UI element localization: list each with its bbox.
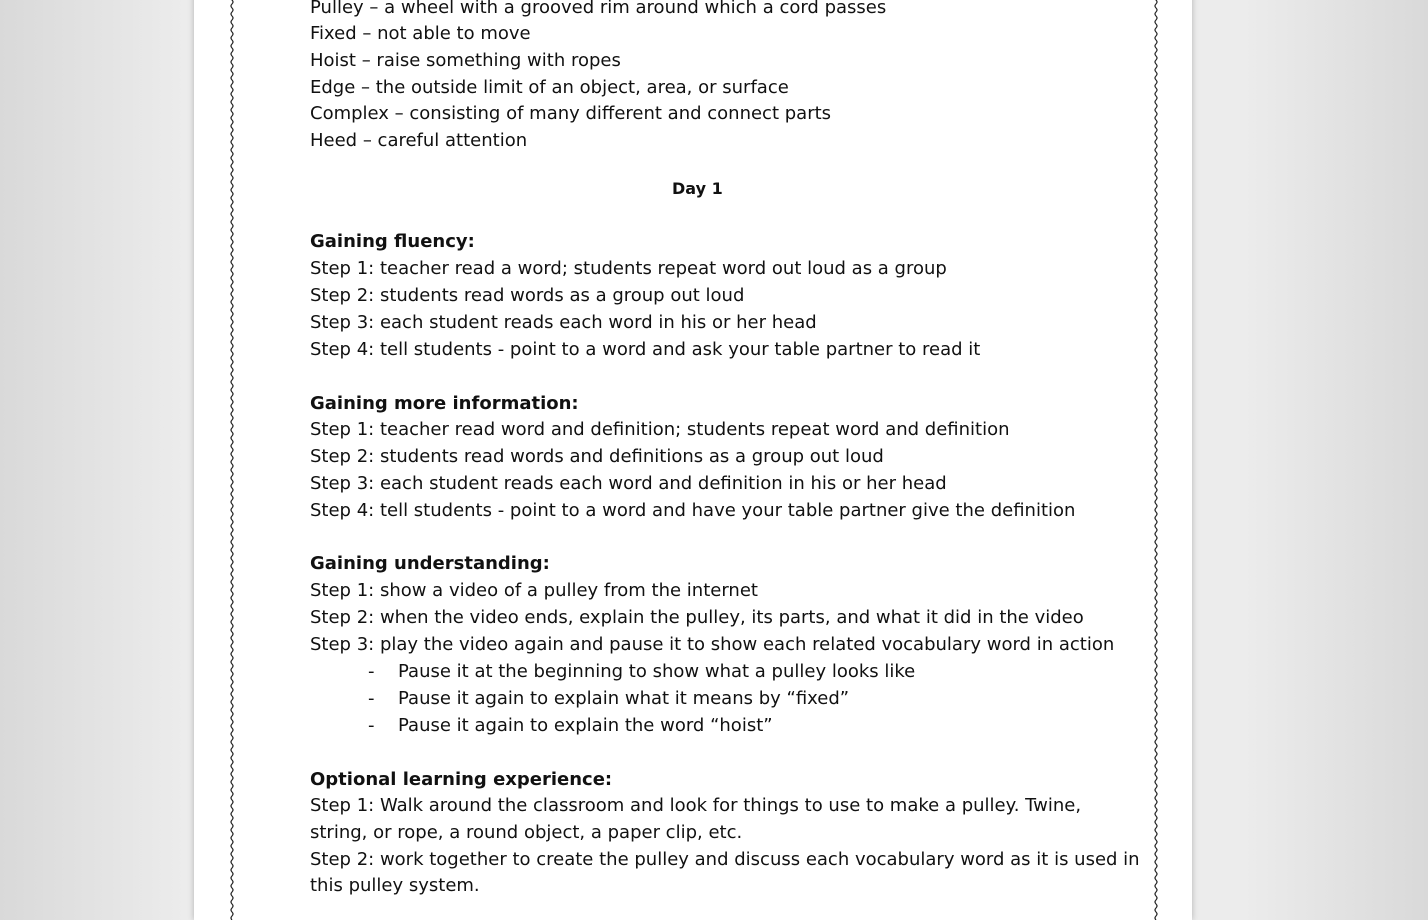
bullet-text: Pause it again to explain the word “hoist” xyxy=(398,715,773,736)
vocab-item: Edge – the outside limit of an object, area, or surface xyxy=(310,77,789,98)
vocab-item: Heed – careful attention xyxy=(310,130,528,151)
step: Step 2: when the video ends, explain the pulley, its parts, and what it did in the video xyxy=(310,607,1084,628)
bullet-marker: - xyxy=(368,661,375,682)
step: Step 2: students read words and definitions as a group out loud xyxy=(310,446,884,467)
step: Step 2: work together to create the pulley and discuss each vocabulary word as it is used in xyxy=(310,849,1140,870)
vocab-item: Pulley – a wheel with a grooved rim around which a cord passes xyxy=(310,0,887,18)
step: Step 3: play the video again and pause it to show each related vocabulary word in action xyxy=(310,634,1115,655)
bullet-item xyxy=(368,688,850,710)
step: Step 1: Walk around the classroom and look for things to use to make a pulley. Twine, xyxy=(310,795,1082,816)
section-heading: Optional learning experience: xyxy=(310,769,613,790)
bullet-item xyxy=(368,661,916,683)
step: Step 3: each student reads each word and definition in his or her head xyxy=(310,473,947,494)
step: Step 4: tell students - point to a word and have your table partner give the definition xyxy=(310,500,1076,521)
day-heading: Day 1 xyxy=(672,179,723,198)
step: Step 1: teacher read word and definition; students repeat word and definition xyxy=(310,419,1010,440)
step: Step 1: show a video of a pulley from the internet xyxy=(310,580,758,601)
bullet-text: Pause it at the beginning to show what a pulley looks like xyxy=(398,661,916,682)
section-heading: Gaining fluency: xyxy=(310,231,475,252)
step: Step 2: students read words as a group out loud xyxy=(310,285,745,306)
step: string, or rope, a round object, a paper clip, etc. xyxy=(310,822,743,843)
section-heading: Gaining more information: xyxy=(310,393,579,414)
vocab-item: Hoist – raise something with ropes xyxy=(310,50,621,71)
bullet-item xyxy=(368,715,773,737)
vocab-item: Complex – consisting of many different and connect parts xyxy=(310,103,832,124)
step: this pulley system. xyxy=(310,875,480,896)
bullet-marker: - xyxy=(368,715,375,736)
step: Step 4: tell students - point to a word and ask your table partner to read it xyxy=(310,339,981,360)
step: Step 3: each student reads each word in his or her head xyxy=(310,312,817,333)
bullet-marker: - xyxy=(368,688,375,709)
step: Step 1: teacher read a word; students repeat word out loud as a group xyxy=(310,258,947,279)
bullet-text: Pause it again to explain what it means by “fixed” xyxy=(398,688,850,709)
section-heading: Gaining understanding: xyxy=(310,553,550,574)
vocab-item: Fixed – not able to move xyxy=(310,23,531,44)
